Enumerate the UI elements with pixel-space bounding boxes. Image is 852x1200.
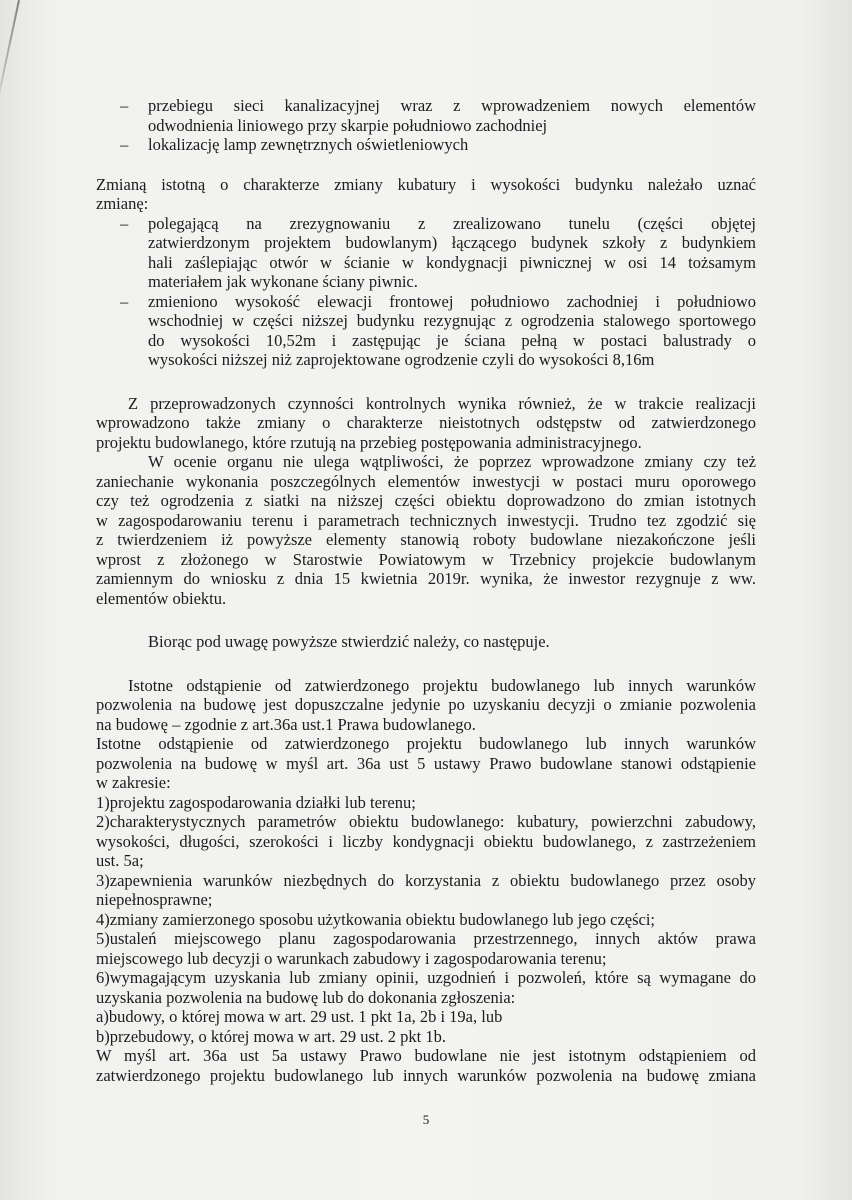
text-line: w zakresie:	[96, 773, 171, 792]
text-line: W myśl art. 36a ust 5a ustawy Prawo budowlane nie jest istotnym odstąpieniem od	[96, 1046, 756, 1065]
paper-fold-edge	[0, 0, 20, 118]
paragraph	[96, 452, 756, 608]
text-line: zaniechanie wykonania poszczególnych elementów inwestycji w postaci muru oporowego	[96, 471, 756, 491]
text-line: w zagospodarowaniu terenu i parametrach technicznych inwestycji. Trudno tez zgodzić się	[96, 510, 756, 530]
paragraph	[96, 175, 756, 214]
list-item	[96, 214, 756, 292]
text-line: Biorąc pod uwagę powyższe stwierdzić należy, co następuje.	[148, 632, 550, 651]
text-line: pozwolenia na budowę w myśl art. 36a ust 5 ustawy Prawo budowlane stanowi odstąpienie	[96, 753, 756, 773]
text-line: niepełnosprawne;	[96, 890, 213, 909]
list-item	[96, 96, 756, 135]
text-line: wprost z złożonego w Starostwie Powiatowym w Trzebnicy projekcie budowlanym	[96, 549, 756, 569]
text-line: projektu budowlanego, które rzutują na przebieg postępowania administracyjnego.	[96, 432, 642, 452]
text-line: Z przeprowadzonych czynności kontrolnych wynika również, że w trakcie realizacji	[128, 393, 756, 413]
text-line: 2)charakterystycznych parametrów obiektu budowlanego: kubatury, powierzchni zabudowy,	[96, 812, 756, 831]
page-number: 5	[422, 1112, 430, 1127]
text-line: hali zaślepiając otwór w ścianie w kondygnacji piwnicznej w osi 14 tożsamym	[148, 252, 756, 272]
text-line: na budowę – zgodnie z art.36a ust.1 Prawa budowlanego.	[96, 714, 476, 734]
text-line: wysokości, długości, szerokości i liczby kondygnacji obiektu budowlanego, z zastrzeżeniem	[96, 831, 756, 851]
paragraph	[96, 676, 756, 735]
list-item	[96, 135, 756, 155]
text-line: Istotne odstąpienie od zatwierdzonego projektu budowlanego lub innych warunków	[96, 734, 756, 753]
text-line: elementów obiektu.	[96, 588, 227, 608]
text-line: miejscowego lub decyzji o warunkach zabudowy i zagospodarowania terenu;	[96, 948, 607, 968]
text-line: do wysokości 10,52m i zastępując je ściana pełną w postaci balustrady o	[148, 330, 756, 350]
text-line: 6)wymagającym uzyskania lub zmiany opinii, uzgodnień i pozwoleń, które są wymagane do	[96, 968, 756, 987]
text-line: wschodniej w części niższej budynku rezygnując z ogrodzenia stalowego sportowego	[148, 311, 756, 330]
text-line: Istotne odstąpienie od zatwierdzonego projektu budowlanego lub innych warunków	[128, 675, 756, 695]
text-line: ust. 5a;	[96, 851, 144, 870]
text-line: Zmianą istotną o charakterze zmiany kubatury i wysokości budynku należało uznać	[96, 174, 756, 194]
text-line: zatwierdzonego projektu budowlanego lub innych warunków pozwolenia na budowę zmiana	[96, 1065, 756, 1085]
document-body	[96, 96, 756, 1085]
text-line: 3)zapewnienia warunków niezbędnych do korzystania z obiektu budowlanego przez osoby	[96, 870, 756, 890]
text-line: wysokości niższej niż zaprojektowane ogrodzenie czyli do wysokości 8,16m	[148, 350, 655, 369]
text-line: uzyskania pozwolenia na budowę lub do dokonania zgłoszenia:	[96, 987, 516, 1007]
dash-bullet: –	[120, 213, 129, 233]
text-line: czy też ogrodzenia z siatki na niższej części obiektu doprowadzono do zmian istotnych	[96, 491, 756, 510]
dash-bullet: –	[120, 135, 129, 154]
text-line: odwodnienia liniowego przy skarpie południowo zachodniej	[148, 115, 548, 135]
text-line: materiałem jak wykonane ściany piwnic.	[148, 272, 418, 291]
numbered-list	[96, 793, 756, 1086]
text-line: 5)ustaleń miejscowego planu zagospodarowania przestrzennego, innych aktów prawa	[96, 929, 756, 948]
text-line: zmieniono wysokość elewacji frontowej południowo zachodniej i południowo	[148, 291, 756, 311]
paragraph	[96, 394, 756, 453]
list-item	[96, 292, 756, 370]
text-line: polegającą na zrezygnowaniu z zrealizowano tunelu (części objętej	[148, 213, 756, 233]
text-line: lokalizację lamp zewnętrznych oświetleniowych	[148, 135, 469, 154]
dash-bullet: –	[120, 291, 129, 311]
text-line: przebiegu sieci kanalizacyjnej wraz z wprowadzeniem nowych elementów	[148, 96, 756, 115]
dash-bullet: –	[120, 96, 129, 115]
text-line: W ocenie organu nie ulega wątpliwości, że poprzez wprowadzone zmiany czy też	[148, 452, 756, 471]
text-line: 1)projektu zagospodarowania działki lub terenu;	[96, 792, 416, 812]
text-line: zamiennym do wniosku z dnia 15 kwietnia 2019r. wynika, że inwestor rezygnuje z ww.	[96, 569, 756, 588]
text-line: pozwolenia na budowę jest dopuszczalne jedynie po uzyskaniu decyzji o zmianie pozwolenia	[96, 695, 756, 714]
text-line: a)budowy, o której mowa w art. 29 ust. 1 pkt 1a, 2b i 19a, lub	[96, 1007, 503, 1026]
text-line: z twierdzeniem iż powyższe elementy stanowią roboty budowlane niezakończone jeśli	[96, 530, 756, 549]
text-line: 4)zmiany zamierzonego sposobu użytkowania obiektu budowlanego lub jego części;	[96, 909, 656, 929]
paragraph	[96, 734, 756, 793]
paragraph	[96, 632, 756, 652]
text-line: b)przebudowy, o której mowa w art. 29 ust. 2 pkt 1b.	[96, 1026, 446, 1046]
text-line: zmianę:	[96, 194, 149, 213]
text-line: zatwierdzonym projektem budowlanym) łączącego budynek szkoły z budynkiem	[148, 233, 756, 252]
text-line: wprowadzono także zmiany o charakterze nieistotnych odstępstw od zatwierdzonego	[96, 413, 756, 432]
